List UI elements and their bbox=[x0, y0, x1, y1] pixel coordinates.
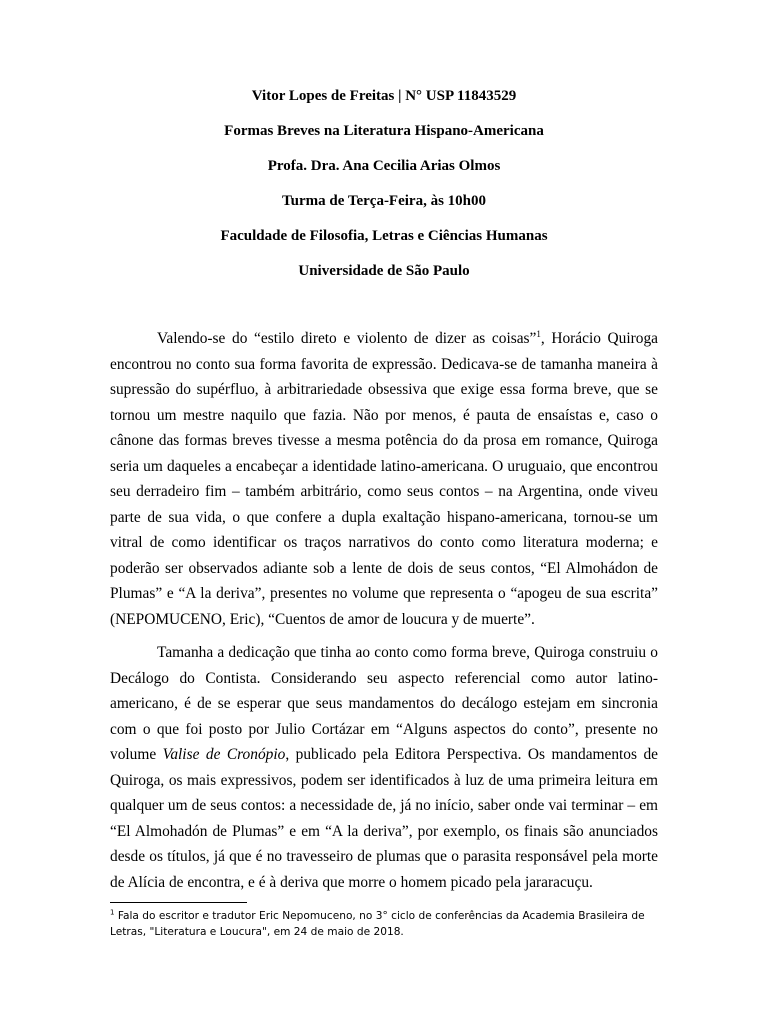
university-name: Universidade de São Paulo bbox=[298, 263, 470, 279]
paragraph-2 bbox=[110, 640, 658, 895]
faculty-name: Faculdade de Filosofia, Letras e Ciências Humanas bbox=[220, 228, 548, 244]
course-title: Formas Breves na Literatura Hispano-Americana bbox=[224, 123, 544, 139]
paragraph-1-text-a: Valendo-se do “estilo direto e violento de dizer as coisas” bbox=[157, 330, 537, 347]
footnote-number: 1 bbox=[110, 908, 115, 917]
class-time: Turma de Terça-Feira, às 10h00 bbox=[281, 193, 487, 209]
essay-body bbox=[110, 326, 658, 895]
footnote-separator bbox=[110, 902, 247, 903]
author-line: Vitor Lopes de Freitas | N° USP 11843529 bbox=[251, 88, 517, 104]
footnote bbox=[110, 908, 658, 940]
book-title-italic: Valise de Cronópio bbox=[162, 746, 286, 763]
professor-name: Profa. Dra. Ana Cecilia Arias Olmos bbox=[267, 158, 501, 174]
paragraph-2-text-b: , publicado pela Editora Perspectiva. Os mandamentos de Quiroga, os mais expressivos, podem ser identificados à luz de uma primeira leitura em qualquer um de seus contos: a necessidade de, já no início, saber onde vai terminar – em “El Almohadón de Plumas” e em “A la deriva”, por exemplo, os finais são anunciados desde os títulos, já que é no travesseiro de plumas que o parasita responsável pela morte de Alícia de encontra, e é à deriva que morre o homem picado pela jararacuçu. bbox=[110, 746, 658, 891]
paragraph-2-text-a: Tamanha a dedicação que tinha ao conto como forma breve, Quiroga construiu o Decálogo do Contista. Considerando seu aspecto referencial como autor latino-americano, é de se esperar que seus mandamentos do decálogo estejam em sincronia com o que foi posto por Julio Cortázar em “Alguns aspectos do conto”, presente no volume bbox=[110, 644, 658, 763]
footnote-text: Fala do escritor e tradutor Eric Nepomuceno, no 3° ciclo de conferências da Academia Brasileira de Letras, "Literatura e Loucura", em 24 de maio de 2018. bbox=[110, 910, 645, 938]
paragraph-1-text-b: , Horácio Quiroga encontrou no conto sua forma favorita de expressão. Dedicava-se de tamanha maneira à supressão do supérfluo, à arbitrariedade obsessiva que exige essa forma breve, que se tornou um mestre naquilo que fazia. Não por menos, é pauta de ensaístas e, caso o cânone das formas breves tivesse a mesma potência do da prosa em romance, Quiroga seria um daqueles a encabeçar a identidade latino-americana. O uruguaio, que encontrou seu derradeiro fim – também arbitrário, como seus contos – na Argentina, onde viveu parte de sua vida, o que confere a dupla exaltação hispano-americana, tornou-se um vitral de como identificar os traços narrativos do conto como literatura moderna; e poderão ser observados adiante sob a lente de dois de seus contos, “El Almohádon de Plumas” e “A la deriva”, presentes no volume que representa o “apogeu de sua escrita” (NEPOMUCENO, Eric), “Cuentos de amor de loucura y de muerte”. bbox=[110, 330, 658, 628]
paragraph-1 bbox=[110, 326, 658, 632]
footnote-reference[interactable]: 1 bbox=[536, 328, 541, 339]
